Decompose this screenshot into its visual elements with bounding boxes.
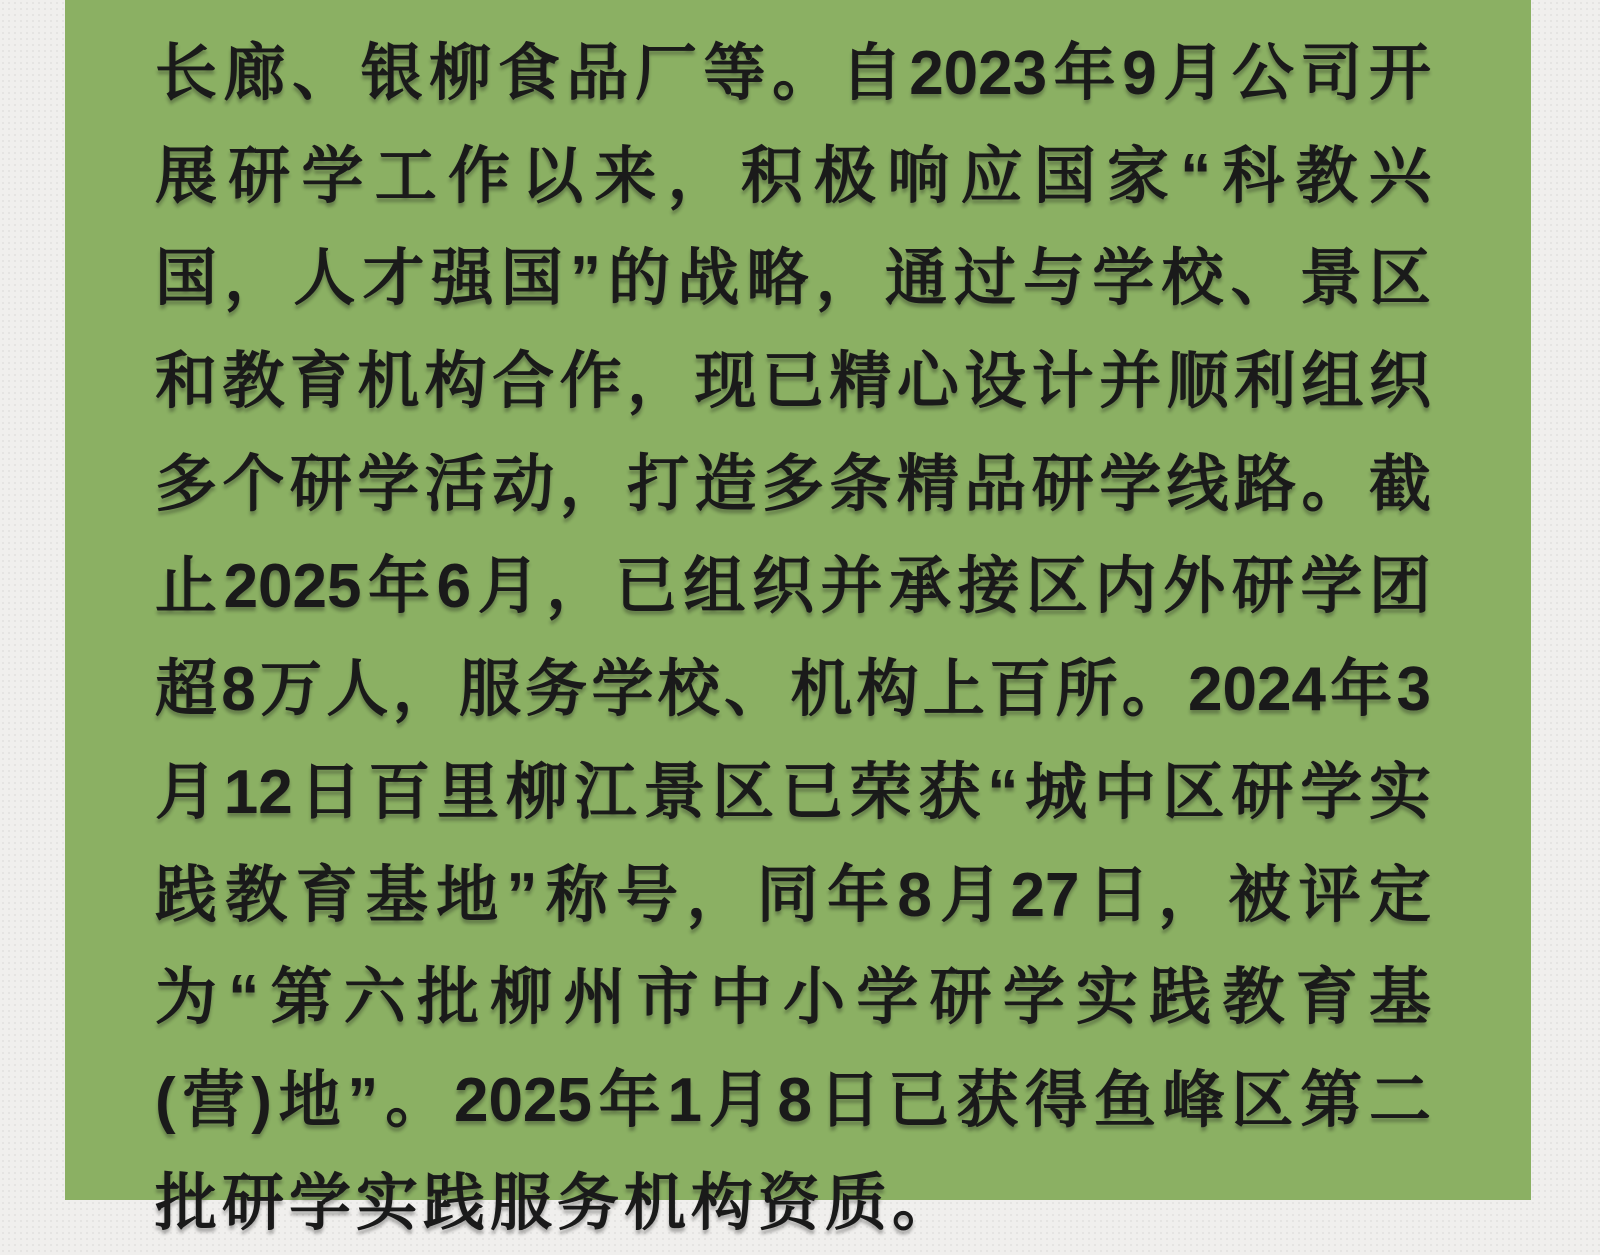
article-line: 超8万人，服务学校、机构上百所。2024年3 [155,655,1431,725]
article-line: 多个研学活动，打造多条精品研学线路。截 [155,449,1431,519]
article-line: 和教育机构合作，现已精心设计并顺利组织 [155,347,1431,417]
article-line: 国，人才强国”的战略，通过与学校、景区 [155,244,1431,314]
article-line-clipped: 批研学实践服务机构资质。 [155,1168,960,1238]
article-line: 展研学工作以来，积极响应国家“科教兴 [155,141,1431,211]
article-line: 长廊、银柳食品厂等。自2023年9月公司开 [155,39,1431,108]
article-background-panel [65,0,1531,1238]
article-line: 践教育基地”称号，同年8月27日，被评定 [155,860,1431,930]
article-line: (营)地”。2025年1月8日已获得鱼峰区第二 [155,1065,1431,1135]
article-line: 为“第六批柳州市中小学研学实践教育基 [155,963,1431,1033]
article-line: 止2025年6月，已组织并承接区内外研学团 [155,552,1431,622]
article-text-block [155,23,1431,1255]
article-line: 月12日百里柳江景区已荣获“城中区研学实 [155,757,1431,827]
